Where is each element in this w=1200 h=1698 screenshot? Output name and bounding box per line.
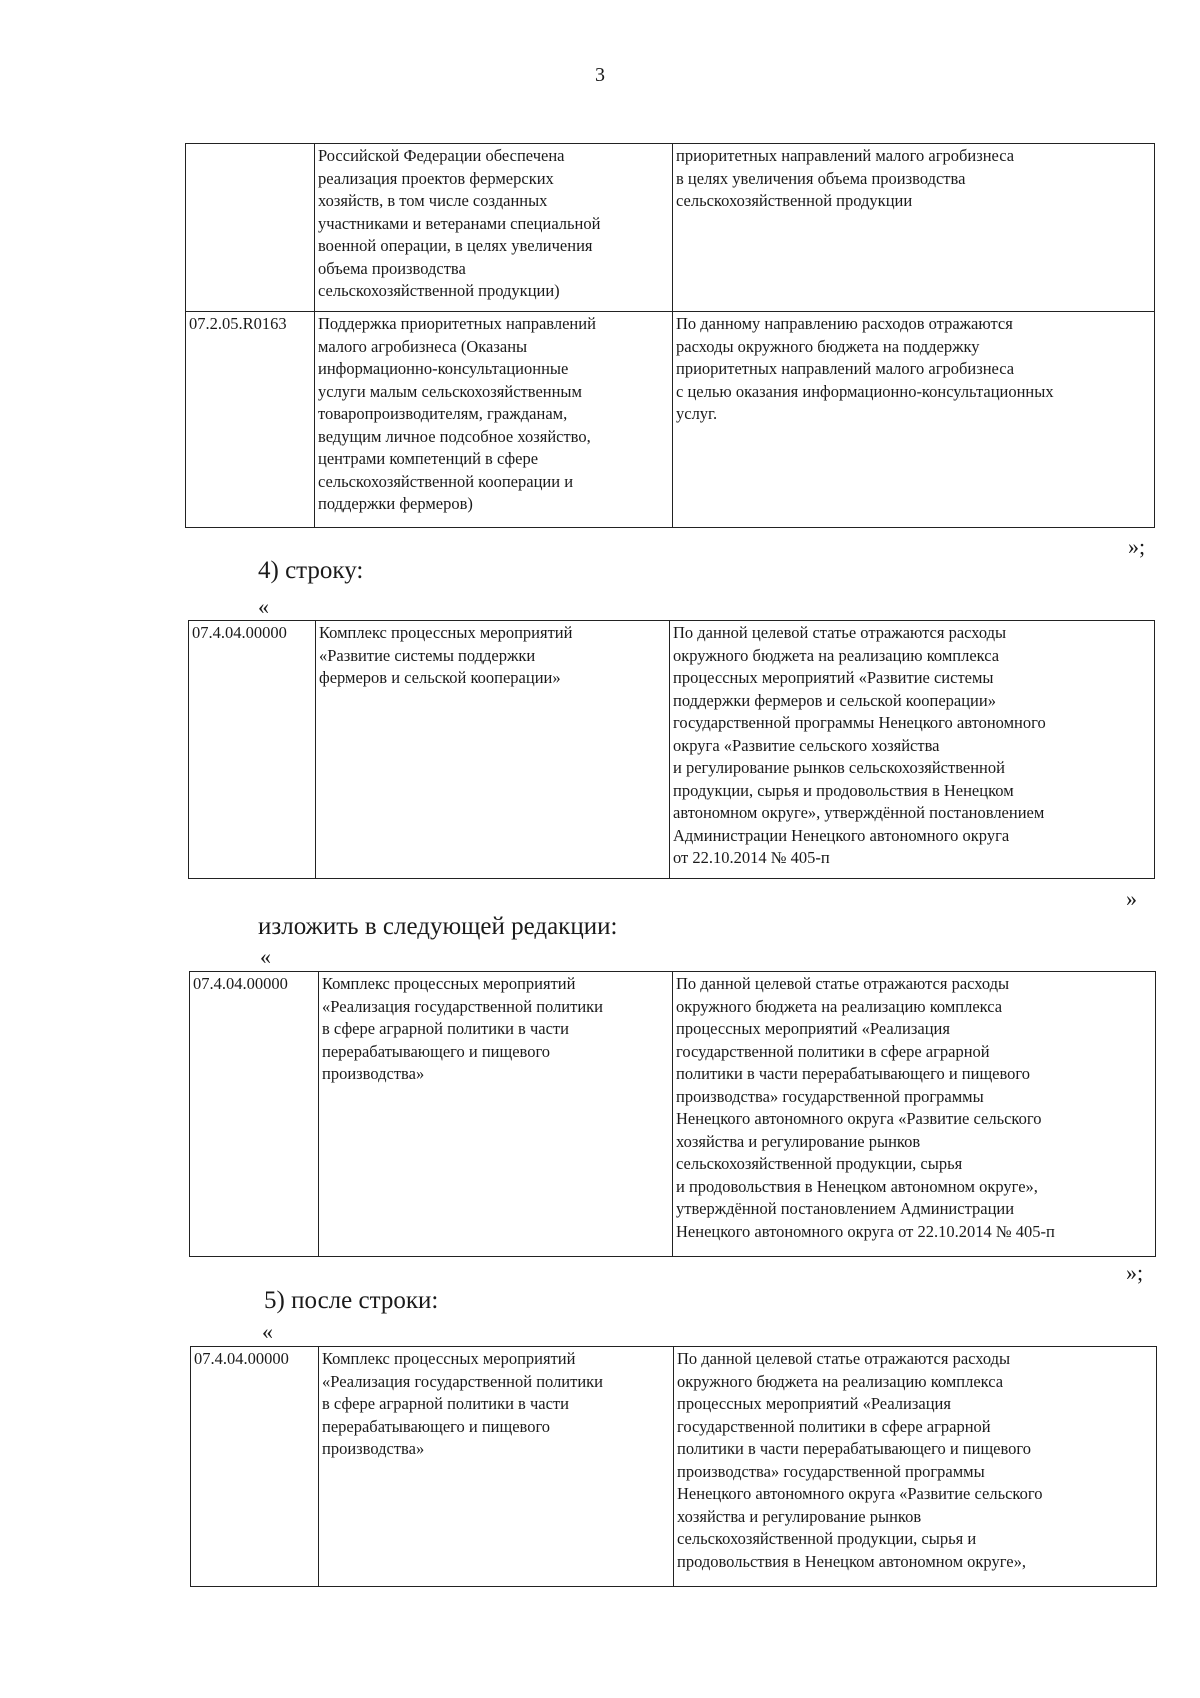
cell-line: услуги малым сельскохозяйственным (318, 381, 582, 401)
cell-line: перерабатывающего и пищевого (322, 1041, 551, 1061)
cell-line: сельскохозяйственной кооперации и (318, 471, 574, 491)
cell-line: производства» (322, 1064, 425, 1083)
cell-line: округа «Развитие сельского хозяйства (673, 735, 940, 755)
table-row (186, 144, 1155, 312)
cell-line: утверждённой постановлением Администрации (676, 1199, 1015, 1218)
table-row (186, 312, 1155, 528)
cell-line: поддержки фермеров) (318, 494, 473, 513)
name-cell (315, 312, 673, 528)
cell-line: хозяйства и регулирование рынков (676, 1131, 921, 1151)
name-cell (316, 621, 670, 879)
cell-line: приоритетных направлений малого агробизнеса (676, 146, 1015, 165)
cell-line: По данной целевой статье отражаются расходы (677, 1349, 1011, 1368)
cell-line: производства» (322, 1439, 425, 1458)
code-cell: 07.4.04.00000 (191, 1347, 319, 1587)
code-cell: 07.2.05.R0163 (186, 312, 315, 528)
description-cell (670, 621, 1155, 879)
table-budget-lines-1 (185, 143, 1155, 528)
cell-line: окружного бюджета на реализацию комплекса (676, 996, 1003, 1016)
cell-line: центрами компетенций в сфере (318, 449, 539, 468)
cell-line: информационно-консультационные (318, 359, 569, 378)
description-cell (673, 972, 1156, 1257)
cell-line: сельскохозяйственной продукции) (318, 281, 560, 300)
cell-line: производства» государственной программы (676, 1086, 984, 1106)
cell-line: «Развитие системы поддержки (319, 645, 536, 665)
cell-line: процессных мероприятий «Реализация (677, 1394, 951, 1413)
cell-line: государственной программы Ненецкого автономного (673, 713, 1046, 732)
name-cell (319, 972, 673, 1257)
cell-line: процессных мероприятий «Развитие системы (673, 668, 994, 687)
cell-line: хозяйства и регулирование рынков (677, 1506, 922, 1526)
cell-line: По данной целевой статье отражаются расходы (673, 623, 1007, 642)
code-cell (186, 144, 315, 312)
cell-line: По данной целевой статье отражаются расходы (676, 974, 1010, 993)
cell-line: окружного бюджета на реализацию комплекса (673, 645, 1000, 665)
cell-line: приоритетных направлений малого агробизнеса (676, 359, 1015, 378)
closing-quote: » (1126, 886, 1137, 911)
cell-line: в сфере аграрной политики в части (322, 1019, 569, 1038)
table-budget-lines-3 (189, 971, 1156, 1257)
section-heading-4: 4) строку: (258, 557, 364, 584)
name-cell (315, 144, 673, 312)
cell-line: Ненецкого автономного округа «Развитие сельского (676, 1109, 1042, 1128)
opening-quote: « (258, 594, 269, 619)
cell-line: процессных мероприятий «Реализация (676, 1019, 950, 1038)
table-budget-lines-4 (190, 1346, 1157, 1587)
page-number: 3 (595, 64, 605, 86)
cell-line: Поддержка приоритетных направлений (318, 314, 596, 333)
cell-line: услуг. (676, 404, 718, 423)
cell-line: сельскохозяйственной продукции, сырья и (677, 1529, 977, 1548)
table-row (191, 1347, 1157, 1587)
cell-line: товаропроизводителям, гражданам, (318, 404, 568, 423)
section-heading-5: 5) после строки: (264, 1287, 439, 1314)
cell-line: участниками и ветеранами специальной (318, 213, 601, 233)
section-heading-edit: изложить в следующей редакции: (258, 913, 618, 940)
cell-line: фермеров и сельской кооперации» (319, 668, 561, 687)
cell-line: Ненецкого автономного округа от 22.10.2014 № 405-п (676, 1221, 1055, 1241)
description-cell (673, 312, 1155, 528)
cell-line: и продовольствия в Ненецком автономном округе», (676, 1176, 1038, 1196)
cell-line: политики в части перерабатывающего и пищевого (677, 1439, 1032, 1458)
closing-quote: »; (1128, 534, 1146, 559)
cell-line: «Реализация государственной политики (322, 996, 604, 1016)
cell-line: продукции, сырья и продовольствия в Ненецком (673, 780, 1014, 800)
opening-quote: « (260, 944, 271, 969)
closing-quote: »; (1126, 1260, 1144, 1285)
table-budget-lines-2 (188, 620, 1155, 879)
cell-line: Ненецкого автономного округа «Развитие сельского (677, 1484, 1043, 1503)
cell-line: окружного бюджета на реализацию комплекса (677, 1371, 1004, 1391)
description-cell (674, 1347, 1157, 1587)
name-cell (319, 1347, 674, 1587)
cell-line: перерабатывающего и пищевого (322, 1416, 551, 1436)
cell-line: и регулирование рынков сельскохозяйственной (673, 758, 1005, 777)
cell-line: Администрации Ненецкого автономного округа (673, 825, 1010, 845)
cell-line: в целях увеличения объема производства (676, 168, 966, 188)
code-cell: 07.4.04.00000 (189, 621, 316, 879)
cell-line: от 22.10.2014 № 405-п (673, 848, 830, 867)
cell-line: Комплекс процессных мероприятий (319, 623, 573, 642)
cell-line: реализация проектов фермерских (318, 168, 554, 188)
cell-line: государственной политики в сфере аграрной (676, 1041, 990, 1061)
cell-line: объема производства (318, 258, 466, 278)
cell-line: с целью оказания информационно-консультационных (676, 381, 1054, 401)
cell-line: в сфере аграрной политики в части (322, 1394, 569, 1413)
cell-line: Российской Федерации обеспечена (318, 146, 565, 165)
cell-line: поддержки фермеров и сельской кооперации» (673, 690, 996, 710)
cell-line: государственной политики в сфере аграрной (677, 1416, 991, 1436)
cell-line: По данному направлению расходов отражаются (676, 314, 1013, 333)
cell-line: малого агробизнеса (Оказаны (318, 336, 528, 356)
cell-line: Комплекс процессных мероприятий (322, 1349, 576, 1368)
cell-line: производства» государственной программы (677, 1461, 985, 1481)
cell-line: сельскохозяйственной продукции, сырья (676, 1154, 963, 1173)
description-cell (673, 144, 1155, 312)
cell-line: политики в части перерабатывающего и пищевого (676, 1064, 1031, 1083)
cell-line: автономном округе», утверждённой постановлением (673, 803, 1045, 822)
opening-quote: « (262, 1319, 273, 1344)
cell-line: хозяйств, в том числе созданных (318, 191, 548, 210)
table-row (189, 621, 1155, 879)
cell-line: сельскохозяйственной продукции (676, 191, 913, 210)
cell-line: Комплекс процессных мероприятий (322, 974, 576, 993)
cell-line: продовольствия в Ненецком автономном округе», (677, 1551, 1026, 1571)
cell-line: «Реализация государственной политики (322, 1371, 604, 1391)
cell-line: военной операции, в целях увеличения (318, 236, 593, 255)
cell-line: расходы окружного бюджета на поддержку (676, 336, 980, 356)
code-cell: 07.4.04.00000 (190, 972, 319, 1257)
cell-line: ведущим личное подсобное хозяйство, (318, 426, 591, 446)
table-row (190, 972, 1156, 1257)
